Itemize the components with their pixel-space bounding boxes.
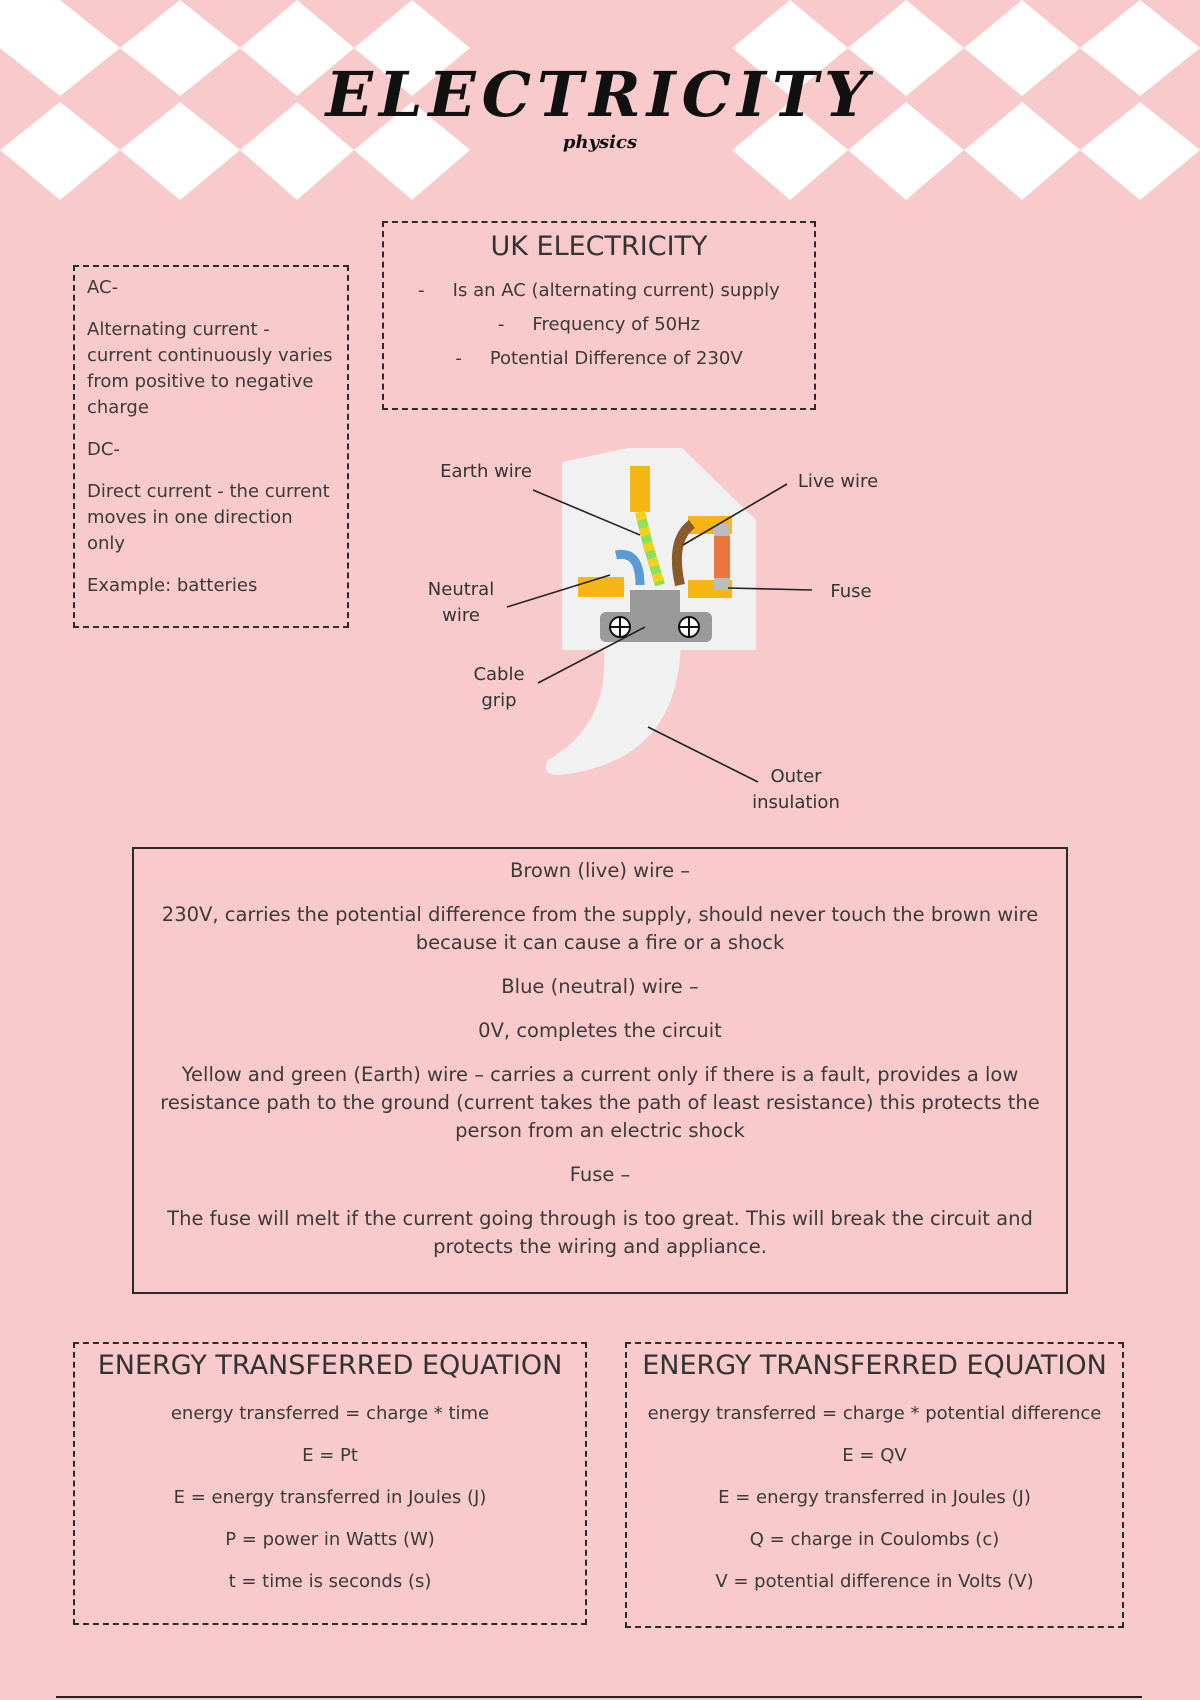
dc-heading: DC- (87, 439, 120, 460)
list-item: P = power in Watts (W) (225, 1529, 435, 1550)
cable-grip-label-line1: Cable (473, 664, 525, 685)
fuse-text: The fuse will melt if the current going through is too great. This will break the circuit and protects the wiring and appliance. (167, 1207, 1033, 1258)
page-subtitle: physics (562, 132, 638, 153)
page-title: ELECTRICITY (325, 58, 875, 131)
list-item: E = QV (842, 1445, 907, 1466)
earth-pin (630, 466, 650, 512)
outer-insulation-label-line2: insulation (752, 792, 840, 813)
fuse-label: Fuse (830, 581, 872, 602)
list-item: E = Pt (302, 1445, 358, 1466)
uk-heading: UK ELECTRICITY (490, 231, 708, 262)
earth-wire-text: Yellow and green (Earth) wire – carries a current only if there is a fault, provides a low resistance path to the ground (current takes the path of least resistance) this protects the person from an electric shock (160, 1063, 1040, 1142)
list-item: t = time is seconds (s) (228, 1571, 432, 1592)
screw-icon (679, 617, 699, 637)
list-item: energy transferred = charge * potential difference (647, 1403, 1102, 1424)
brown-wire-text: 230V, carries the potential difference from the supply, should never touch the brown wire because it can cause a fire or a shock (161, 903, 1039, 954)
neutral-terminal (578, 577, 624, 597)
outer-leader-line (648, 727, 758, 782)
list-item: - Potential Difference of 230V (455, 348, 743, 369)
ac-text: Alternating current - current continuously varies from positive to negative charge (87, 319, 333, 418)
energy-equation-box-2 (625, 1342, 1124, 1628)
earth-wire-label: Earth wire (440, 461, 532, 482)
list-item: V = potential difference in Volts (V) (715, 1571, 1034, 1592)
equation-list (75, 1393, 585, 1603)
bottom-divider (56, 1696, 1142, 1698)
brown-wire-heading: Brown (live) wire – (509, 859, 691, 882)
equation-heading: ENERGY TRANSFERRED EQUATION (642, 1350, 1107, 1381)
list-item: E = energy transferred in Joules (J) (173, 1487, 487, 1508)
example-text: Example: batteries (87, 575, 258, 596)
dc-text: Direct current - the current moves in one direction only (87, 481, 330, 554)
blue-wire-text: 0V, completes the circuit (478, 1019, 722, 1042)
list-item: E = energy transferred in Joules (J) (718, 1487, 1031, 1508)
list-item: Q = charge in Coulombs (c) (749, 1529, 1000, 1550)
neutral-wire-label-line1: Neutral (427, 579, 495, 600)
wire-colours-box (132, 847, 1068, 1294)
outer-insulation-label-line1: Outer (770, 766, 822, 787)
screw-icon (610, 617, 630, 637)
ac-heading: AC- (87, 277, 119, 298)
neutral-wire-label-line2: wire (442, 605, 480, 626)
list-item: - Frequency of 50Hz (497, 314, 701, 335)
cable-grip-label-line2: grip (481, 690, 517, 711)
fuse-cap (714, 578, 730, 590)
energy-equation-box-1 (73, 1342, 587, 1625)
blue-wire-heading: Blue (neutral) wire – (501, 975, 699, 998)
fuse-heading: Fuse – (569, 1163, 631, 1186)
equation-list (627, 1393, 1122, 1603)
list-item: - Is an AC (alternating current) supply (418, 280, 780, 301)
list-item: energy transferred = charge * time (170, 1403, 490, 1424)
equation-heading: ENERGY TRANSFERRED EQUATION (97, 1350, 563, 1381)
live-wire-label: Live wire (797, 471, 879, 492)
plug-diagram (0, 0, 1200, 840)
